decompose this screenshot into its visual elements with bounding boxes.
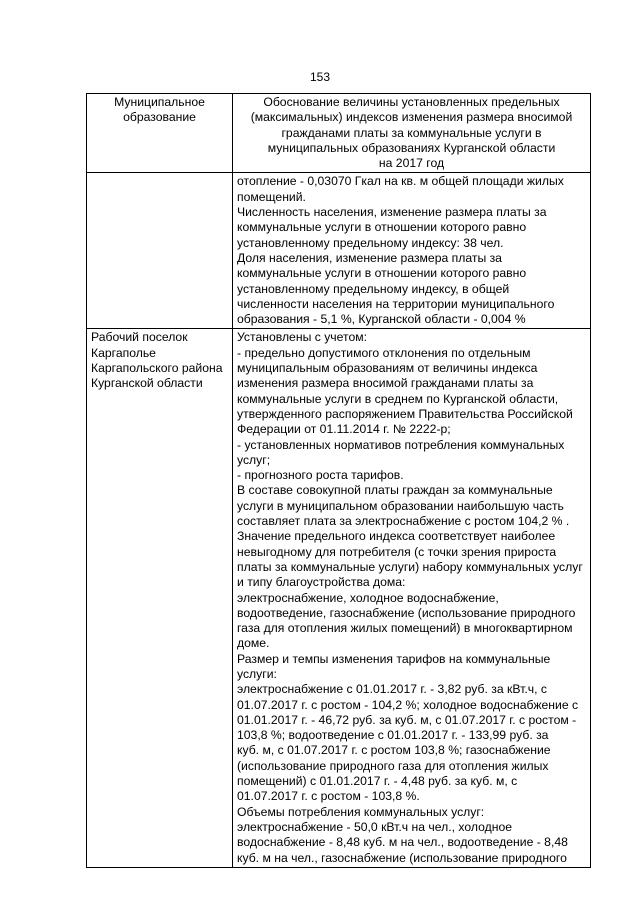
- justification-text-line: (использование природного газа для отопления жилых: [237, 758, 549, 773]
- justification-text-line: Объемы потребления коммунальных услуг:: [237, 804, 485, 819]
- justification-text-line: помещений) с 01.01.2017 г. - 4,48 руб. за куб. м, с: [237, 774, 518, 789]
- header-text-line: Муниципальное: [114, 95, 205, 109]
- justification-text-line: и типу благоустройства дома:: [237, 575, 406, 590]
- justification-text-line: водоснабжение - 8,48 куб. м на чел., водоотведение - 8,48: [237, 835, 568, 850]
- justification-text-line: 01.07.2017 г. с ростом - 104,2 %; холодное водоснабжение с: [237, 697, 579, 712]
- justification-text-line: водоотведение, газоснабжение (использование природного: [237, 605, 576, 620]
- justification-text-line: услуг;: [237, 452, 271, 467]
- justification-text-line: численности населения на территории муниципального: [237, 296, 555, 311]
- justification-text-line: составляет плата за электроснабжение с ростом 104,2 % .: [237, 514, 570, 529]
- justification-text-line: коммунальные услуги в отношении которого равно: [237, 266, 527, 281]
- header-municipality: [87, 94, 233, 173]
- justification-text-line: В составе совокупной платы граждан за коммунальные: [237, 483, 553, 498]
- header-text-line: гражданами платы за коммунальные услуги в: [281, 125, 542, 140]
- header-text-line: (максимальных) индексов изменения размера вносимой: [250, 110, 573, 125]
- justification-text-line: Установлены с учетом:: [237, 330, 367, 345]
- municipality-cell: [87, 329, 233, 867]
- justification-text-line: Численность населения, изменение размера платы за: [237, 205, 547, 220]
- justification-cell: [233, 173, 591, 329]
- justification-text-line: услуги в муниципальном образовании наибольшую часть: [237, 498, 564, 513]
- justification-text-line: невыгодному для потребителя (с точки зрения прироста: [237, 544, 557, 559]
- municipality-cell: [87, 173, 233, 329]
- header-text-line: муниципальных образованиях Курганской области: [267, 140, 556, 155]
- justification-cell: [233, 329, 591, 867]
- justification-text-line: муниципальным образованиям от величины индекса: [237, 361, 538, 376]
- header-text-line: на 2017 год: [378, 156, 445, 171]
- justification-text-line: изменения размера вносимой гражданами платы за: [237, 376, 534, 391]
- header-text-line: Обоснование величины установленных предельных: [263, 95, 560, 109]
- municipality-text-line: Курганской области: [91, 376, 203, 391]
- justification-text-line: Федерации от 01.11.2014 г. № 2222-р;: [237, 422, 451, 437]
- justification-text-line: 103,8 %; водоотведение с 01.01.2017 г. - 133,99 руб. за: [237, 728, 549, 743]
- justification-text-line: коммунальные услуги в среднем по Курганской области,: [237, 391, 559, 406]
- table-header-row: [87, 94, 591, 173]
- justification-text-line: установленному предельному индексу, в общей: [237, 281, 510, 296]
- justification-text-line: помещений.: [237, 189, 306, 204]
- justification-text-line: электроснабжение с 01.01.2017 г. - 3,82 руб. за кВт.ч, с: [237, 682, 547, 697]
- justification-text-line: коммунальные услуги в отношении которого равно: [237, 220, 527, 235]
- table-row: [87, 329, 591, 867]
- justification-text-line: Размер и темпы изменения тарифов на коммунальные: [237, 651, 551, 666]
- header-text-line: образование: [123, 110, 196, 125]
- table-row: [87, 173, 591, 329]
- justification-text-line: доме.: [237, 636, 270, 651]
- justification-text-line: электроснабжение, холодное водоснабжение,: [237, 590, 499, 605]
- justification-text-line: Значение предельного индекса соответствует наиболее: [237, 529, 556, 544]
- justification-text-line: услуги:: [237, 666, 277, 681]
- justification-text-line: утвержденного распоряжением Правительства Российской: [237, 406, 573, 421]
- justification-text-line: куб. м на чел., газоснабжение (использование природного: [237, 850, 567, 865]
- municipality-text-line: Каргапольского района: [91, 361, 223, 376]
- header-justification: [233, 94, 591, 173]
- justification-text-line: - прогнозного роста тарифов.: [237, 468, 404, 483]
- justification-text-line: - установленных нормативов потребления коммунальных: [237, 437, 565, 452]
- justification-text-line: установленному предельному индексу: 38 чел.: [237, 235, 504, 250]
- justification-text-line: куб. м, с 01.07.2017 г. с ростом 103,8 %; газоснабжение: [237, 743, 551, 758]
- justification-text-line: отопление - 0,03070 Гкал на кв. м общей площади жилых: [237, 174, 564, 189]
- justification-text-line: образования - 5,1 %, Курганской области - 0,004 %: [237, 312, 526, 327]
- municipality-text-line: Рабочий поселок: [91, 330, 188, 345]
- justification-text-line: газа для отопления жилых помещений) в многоквартирном: [237, 621, 573, 636]
- justification-text-line: 01.01.2017 г. - 46,72 руб. за куб. м, с 01.07.2017 г. с ростом -: [237, 712, 577, 727]
- justification-text-line: - предельно допустимого отклонения по отдельным: [237, 345, 531, 360]
- justification-text-line: электроснабжение - 50,0 кВт.ч на чел., холодное: [237, 819, 512, 834]
- municipality-text-line: Каргаполье: [91, 345, 156, 360]
- justification-table: [86, 93, 591, 868]
- justification-text-line: платы за коммунальные услуги) набору коммунальных услуг: [237, 559, 583, 574]
- justification-text-line: 01.07.2017 г. с ростом - 103,8 %.: [237, 789, 420, 804]
- justification-text-line: Доля населения, изменение размера платы за: [237, 250, 502, 265]
- page-number: 153: [309, 70, 331, 84]
